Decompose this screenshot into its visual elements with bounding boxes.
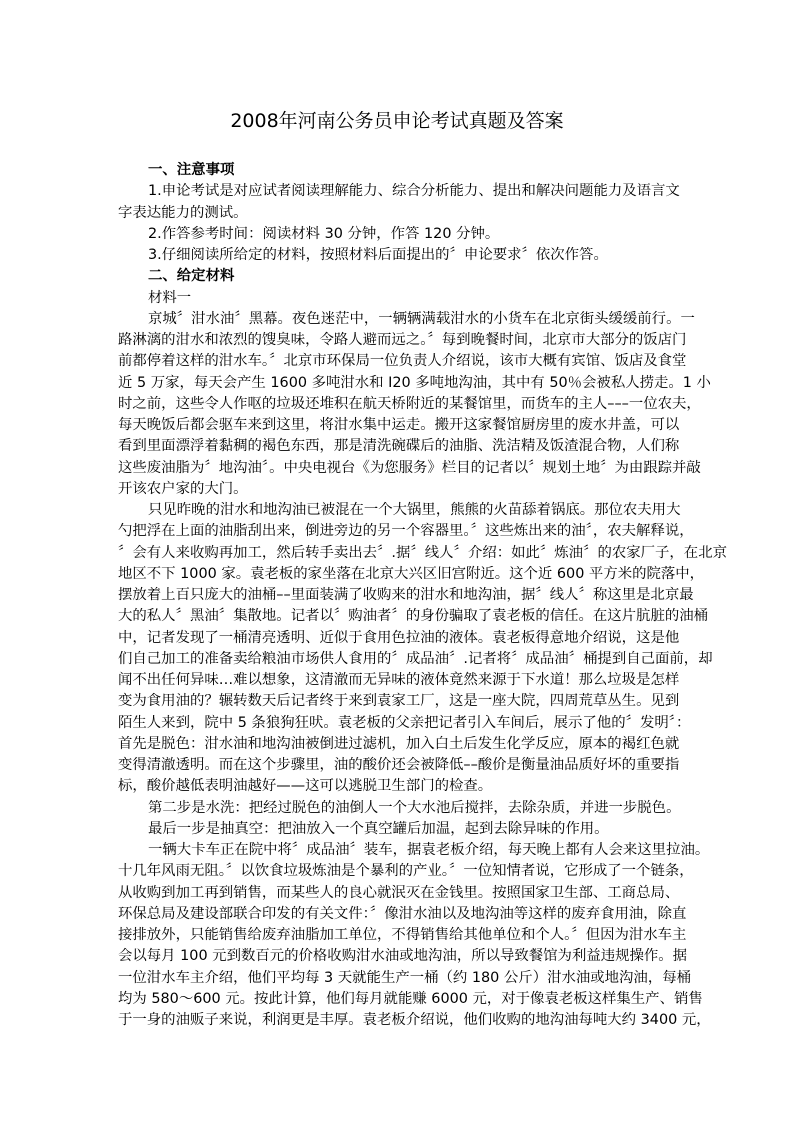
text-line: 标，酸价越低表明油越好——这可以逃脱卫生部门的检查。 (118, 778, 493, 795)
text-line: 均为 580～600 元。按此计算，他们每月就能赚 6000 元，对于像袁老板这样集生产、销售 (118, 990, 703, 1007)
text-line: 一位泔水车主介绍，他们平均每 3 天就能生产一桶（约 180 公斤）泔水油或地沟油，每桶 (118, 969, 691, 986)
text-line: 〞会有人来收购再加工，然后转手卖出去〞.据〞线人〞介绍：如此〞炼油〞的农家厂子，在北京 (118, 544, 727, 561)
text-line: 材料一 (148, 289, 192, 306)
text-line: 京城〞泔水油〞黑幕。夜色迷茫中，一辆辆满载泔水的小货车在北京街头缓缓前行。一 (148, 310, 695, 327)
text-line: 每天晚饭后都会驱车来到这里，将泔水集中运走。搬开这家餐馆厨房里的废水井盖，可以 (118, 417, 680, 433)
text-line: 环保总局及建设部联合印发的有关文件：〞像泔水油以及地沟油等这样的废弃食用油，除直 (118, 905, 687, 922)
text-line: 只见昨晚的泔水和地沟油已被混在一个大锅里，熊熊的火苗舔着锅底。那位农夫用大 (148, 502, 681, 518)
text-line: 们自己加工的准备卖给粮油市场供人食用的〞成品油〞.记者将〞成品油〞桶提到自己面前，却 (118, 650, 713, 667)
text-line: 1.申论考试是对应试者阅读理解能力、综合分析能力、提出和解决问题能力及语言文 (148, 183, 680, 200)
text-line: 勺把浮在上面的油脂刮出来，倒进旁边的另一个容器里。〞这些炼出来的油〞，农夫解释说， (118, 523, 694, 540)
text-line: 接排放外，只能销售给废弃油脂加工单位，不得销售给其他单位和个人。〞但因为泔水车主 (118, 927, 687, 943)
text-line: 看到里面漂浮着黏稠的褐色东西，那是清洗碗碟后的油脂、洗洁精及饭渣混合物，人们称 (118, 438, 680, 455)
text-line: 时之前，这些令人作呕的垃圾还堆积在航天桥附近的某餐馆里，而货车的主人–––一位农夫， (118, 395, 701, 412)
text-line: 2.作答参考时间：阅读材料 30 分钟，作答 120 分钟。 (148, 225, 500, 242)
text-line: 地区不下 1000 家。袁老板的家坐落在北京大兴区旧宫附近。这个近 600 平方米的院落中， (118, 565, 705, 582)
text-line: 变为食用油的？辗转数天后记者终于来到袁家工厂，这是一座大院，四周荒草丛生。见到 (118, 693, 680, 710)
text-line: 中，记者发现了一桶清亮透明、近似于食用色拉油的液体。袁老板得意地介绍说，这是他 (118, 629, 680, 646)
text-line: 闻不出任何异味…难以想象，这清澈而无异味的液体竟然来源于下水道！那么垃圾是怎样 (118, 672, 680, 688)
document-body (118, 160, 727, 1031)
text-line: 路淋漓的泔水和浓烈的馊臭味，令路人避而远之。〞每到晚餐时间，北京市大部分的饭店门 (118, 332, 687, 348)
text-line: 最后一步是抽真空：把油放入一个真空罐后加温，起到去除异味的作用。 (148, 820, 609, 837)
text-line: 字表达能力的测试。 (118, 204, 248, 221)
text-line: 开该农户家的大门。 (118, 480, 248, 497)
text-line: 于一身的油贩子来说，利润更是丰厚。袁老板介绍说，他们收购的地沟油每吨大约 3400 元， (118, 1012, 711, 1028)
text-line: 这些废油脂为〞地沟油〞。中央电视台《为您服务》栏目的记者以〞规划土地〞为由跟踪并敲 (118, 459, 701, 476)
text-line: 变得清澈透明。而在这个步骤里，油的酸价还会被降低––酸价是衡量油品质好坏的重要指 (118, 757, 680, 773)
text-line: 3.仔细阅读所给定的材料，按照材料后面提出的〞申论要求〞依次作答。 (148, 247, 608, 263)
section-heading: 一、注意事项 (148, 162, 235, 178)
text-line: 摆放着上百只庞大的油桶––里面装满了收购来的泔水和地沟油，据〞线人〞称这里是北京最 (118, 587, 694, 603)
text-line: 前都停着这样的泔水车。〞北京市环保局一位负责人介绍说，该市大概有宾馆、饭店及食堂 (118, 353, 687, 370)
text-line: 首先是脱色：泔水油和地沟油被倒进过滤机，加入白土后发生化学反应，原本的褐红色就 (118, 735, 680, 752)
document-title: 2008年河南公务员申论考试真题及答案 (230, 110, 564, 132)
section-heading: 二、给定材料 (148, 268, 235, 285)
text-line: 十几年风雨无阻。〞以饮食垃圾炼油是个暴利的产业。〞一位知情者说，它形成了一个链条， (118, 863, 694, 880)
text-line: 从收购到加工再到销售，而某些人的良心就泯灭在金钱里。按照国家卫生部、工商总局、 (118, 884, 680, 901)
text-line: 大的私人〞黑油〞集散地。记者以〞购油者〞的身份骗取了袁老板的信任。在这片肮脏的油桶 (118, 608, 709, 625)
text-line: 会以每月 100 元到数百元的价格收购泔水油或地沟油，所以导致餐馆为利益违规操作。据 (118, 948, 688, 965)
text-line: 近 5 万家，每天会产生 1600 多吨泔水和 I20 多吨地沟油，其中有 50％会被私人捞走。1 小 (118, 374, 711, 391)
text-line: 陌生人来到，院中 5 条狼狗狂吠。袁老板的父亲把记者引入车间后，展示了他的〞发明〞： (118, 714, 691, 731)
text-line: 第二步是水洗：把经过脱色的油倒人一个大水池后搅拌，去除杂质，并进一步脱色。 (148, 799, 681, 816)
text-line: 一辆大卡车正在院中将〞成品油〞装车，据袁老板介绍，每天晚上都有人会来这里拉油。 (148, 842, 710, 858)
